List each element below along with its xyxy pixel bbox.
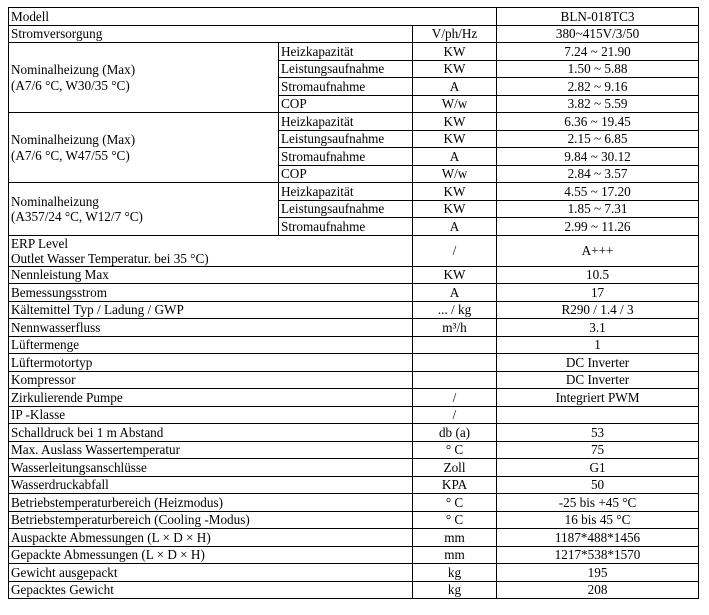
spec-unit: m³/h — [413, 319, 497, 337]
spec-row — [9, 371, 699, 389]
spec-value: 16 bis 45 °C — [497, 511, 699, 529]
spec-label: Kältemittel Typ / Ladung / GWP — [9, 301, 413, 319]
power-supply-unit: V/ph/Hz — [413, 25, 497, 43]
heating-value: 7.24 ~ 21.90 — [497, 43, 699, 61]
spec-table-body — [9, 8, 699, 599]
spec-label: Bemessungsstrom — [9, 284, 413, 302]
spec-label: Zirkulierende Pumpe — [9, 389, 413, 407]
spec-unit: / — [413, 406, 497, 424]
spec-value: 1 — [497, 336, 699, 354]
spec-row — [9, 301, 699, 319]
spec-row — [9, 406, 699, 424]
spec-row — [9, 389, 699, 407]
heating-unit: KW — [413, 200, 497, 218]
power-supply-row — [9, 25, 699, 43]
heating-unit: A — [413, 218, 497, 236]
spec-unit: ° C — [413, 511, 497, 529]
model-row — [9, 8, 699, 26]
heating-unit: W/w — [413, 95, 497, 113]
spec-unit: ... / kg — [413, 301, 497, 319]
spec-unit: mm — [413, 529, 497, 547]
heating-param: Leistungsaufnahme — [279, 130, 413, 148]
heating-param: Heizkapazität — [279, 183, 413, 201]
heating-value: 2.82 ~ 9.16 — [497, 78, 699, 96]
spec-value: Integriert PWM — [497, 389, 699, 407]
spec-unit: kg — [413, 581, 497, 599]
spec-unit: Zoll — [413, 459, 497, 477]
spec-value: 195 — [497, 564, 699, 582]
heating-group-title-line1: Nominalheizung (Max) — [11, 62, 136, 78]
spec-unit: KPA — [413, 476, 497, 494]
heating-unit: A — [413, 78, 497, 96]
heating-value: 9.84 ~ 30.12 — [497, 148, 699, 166]
power-supply-label: Stromversorgung — [9, 25, 413, 43]
heating-group-title-line1: Nominalheizung (Max) — [11, 132, 136, 148]
heating-unit: W/w — [413, 165, 497, 183]
spec-unit: KW — [413, 266, 497, 284]
spec-row — [9, 319, 699, 337]
erp-label-line2: Outlet Wasser Temperatur. bei 35 °C) — [11, 250, 209, 266]
spec-label: Nennleistung Max — [9, 266, 413, 284]
spec-unit — [413, 354, 497, 372]
spec-value: -25 bis +45 °C — [497, 494, 699, 512]
spec-unit — [413, 371, 497, 389]
spec-value — [497, 406, 699, 424]
spec-label: Wasserleitungsanschlüsse — [9, 459, 413, 477]
spec-label: Betriebstemperaturbereich (Cooling -Modus) — [9, 511, 413, 529]
spec-value: 1217*538*1570 — [497, 546, 699, 564]
heating-group-title-line2: (A7/6 °C, W47/55 °C) — [11, 147, 130, 163]
spec-row — [9, 511, 699, 529]
spec-row — [9, 476, 699, 494]
spec-row — [9, 529, 699, 547]
spec-row — [9, 336, 699, 354]
heating-value: 1.85 ~ 7.31 — [497, 200, 699, 218]
heating-param: COP — [279, 165, 413, 183]
spec-row — [9, 284, 699, 302]
spec-unit: mm — [413, 546, 497, 564]
heating-group-title-line1: Nominalheizung — [11, 193, 99, 209]
spec-table — [8, 7, 699, 599]
spec-label: Gepackte Abmessungen (L × D × H) — [9, 546, 413, 564]
spec-label: Schalldruck bei 1 m Abstand — [9, 424, 413, 442]
heating-unit: KW — [413, 130, 497, 148]
spec-value: DC Inverter — [497, 371, 699, 389]
model-label: Modell — [9, 8, 497, 26]
spec-value: 75 — [497, 441, 699, 459]
spec-unit — [413, 336, 497, 354]
heating-unit: KW — [413, 113, 497, 131]
spec-value: 1187*488*1456 — [497, 529, 699, 547]
heating-param: Leistungsaufnahme — [279, 200, 413, 218]
heating-value: 2.99 ~ 11.26 — [497, 218, 699, 236]
heating-param: Leistungsaufnahme — [279, 60, 413, 78]
spec-label: Gepacktes Gewicht — [9, 581, 413, 599]
heating-unit: A — [413, 148, 497, 166]
spec-unit: A — [413, 284, 497, 302]
spec-unit: db (a) — [413, 424, 497, 442]
heating-value: 2.84 ~ 3.57 — [497, 165, 699, 183]
heating-param: Stromaufnahme — [279, 78, 413, 96]
spec-unit: / — [413, 389, 497, 407]
spec-row — [9, 424, 699, 442]
heating-group-title — [9, 183, 279, 236]
heating-value: 6.36 ~ 19.45 — [497, 113, 699, 131]
heating-group-title-line2: (A7/6 °C, W30/35 °C) — [11, 77, 130, 93]
heating-unit: KW — [413, 183, 497, 201]
spec-row — [9, 494, 699, 512]
spec-row — [9, 266, 699, 284]
model-value: BLN-018TC3 — [497, 8, 699, 26]
spec-value: 50 — [497, 476, 699, 494]
spec-row — [9, 441, 699, 459]
heating-param: Heizkapazität — [279, 43, 413, 61]
spec-row — [9, 354, 699, 372]
heating-group-title — [9, 113, 279, 183]
heating-group-title — [9, 43, 279, 113]
heating-param: Stromaufnahme — [279, 148, 413, 166]
heating-value: 2.15 ~ 6.85 — [497, 130, 699, 148]
spec-unit: ° C — [413, 494, 497, 512]
spec-label: Gewicht ausgepackt — [9, 564, 413, 582]
erp-label-line1: ERP Level — [11, 235, 69, 251]
heating-group-title-line2: (A357/24 °C, W12/7 °C) — [11, 208, 143, 224]
spec-label: IP -Klasse — [9, 406, 413, 424]
spec-value: 17 — [497, 284, 699, 302]
spec-row — [9, 459, 699, 477]
spec-row — [9, 564, 699, 582]
erp-label — [9, 235, 413, 266]
spec-label: Max. Auslass Wassertemperatur — [9, 441, 413, 459]
heating-unit: KW — [413, 60, 497, 78]
heating-value: 1.50 ~ 5.88 — [497, 60, 699, 78]
spec-value: 208 — [497, 581, 699, 599]
erp-value: A+++ — [497, 235, 699, 266]
heating-param: Heizkapazität — [279, 113, 413, 131]
spec-label: Wasserdruckabfall — [9, 476, 413, 494]
heating-param: Stromaufnahme — [279, 218, 413, 236]
erp-unit: / — [413, 235, 497, 266]
spec-value: 53 — [497, 424, 699, 442]
spec-value: DC Inverter — [497, 354, 699, 372]
spec-label: Kompressor — [9, 371, 413, 389]
spec-label: Lüftermenge — [9, 336, 413, 354]
spec-unit: ° C — [413, 441, 497, 459]
spec-row — [9, 546, 699, 564]
spec-value: R290 / 1.4 / 3 — [497, 301, 699, 319]
spec-value: G1 — [497, 459, 699, 477]
heating-value: 4.55 ~ 17.20 — [497, 183, 699, 201]
erp-row — [9, 235, 699, 266]
power-supply-value: 380~415V/3/50 — [497, 25, 699, 43]
heating-row — [9, 113, 699, 131]
spec-label: Auspackte Abmessungen (L × D × H) — [9, 529, 413, 547]
heating-value: 3.82 ~ 5.59 — [497, 95, 699, 113]
heating-row — [9, 43, 699, 61]
heating-param: COP — [279, 95, 413, 113]
heating-unit: KW — [413, 43, 497, 61]
spec-row — [9, 581, 699, 599]
spec-value: 3.1 — [497, 319, 699, 337]
heating-row — [9, 183, 699, 201]
spec-label: Nennwasserfluss — [9, 319, 413, 337]
spec-label: Betriebstemperaturbereich (Heizmodus) — [9, 494, 413, 512]
spec-label: Lüftermotortyp — [9, 354, 413, 372]
spec-value: 10.5 — [497, 266, 699, 284]
spec-unit: kg — [413, 564, 497, 582]
